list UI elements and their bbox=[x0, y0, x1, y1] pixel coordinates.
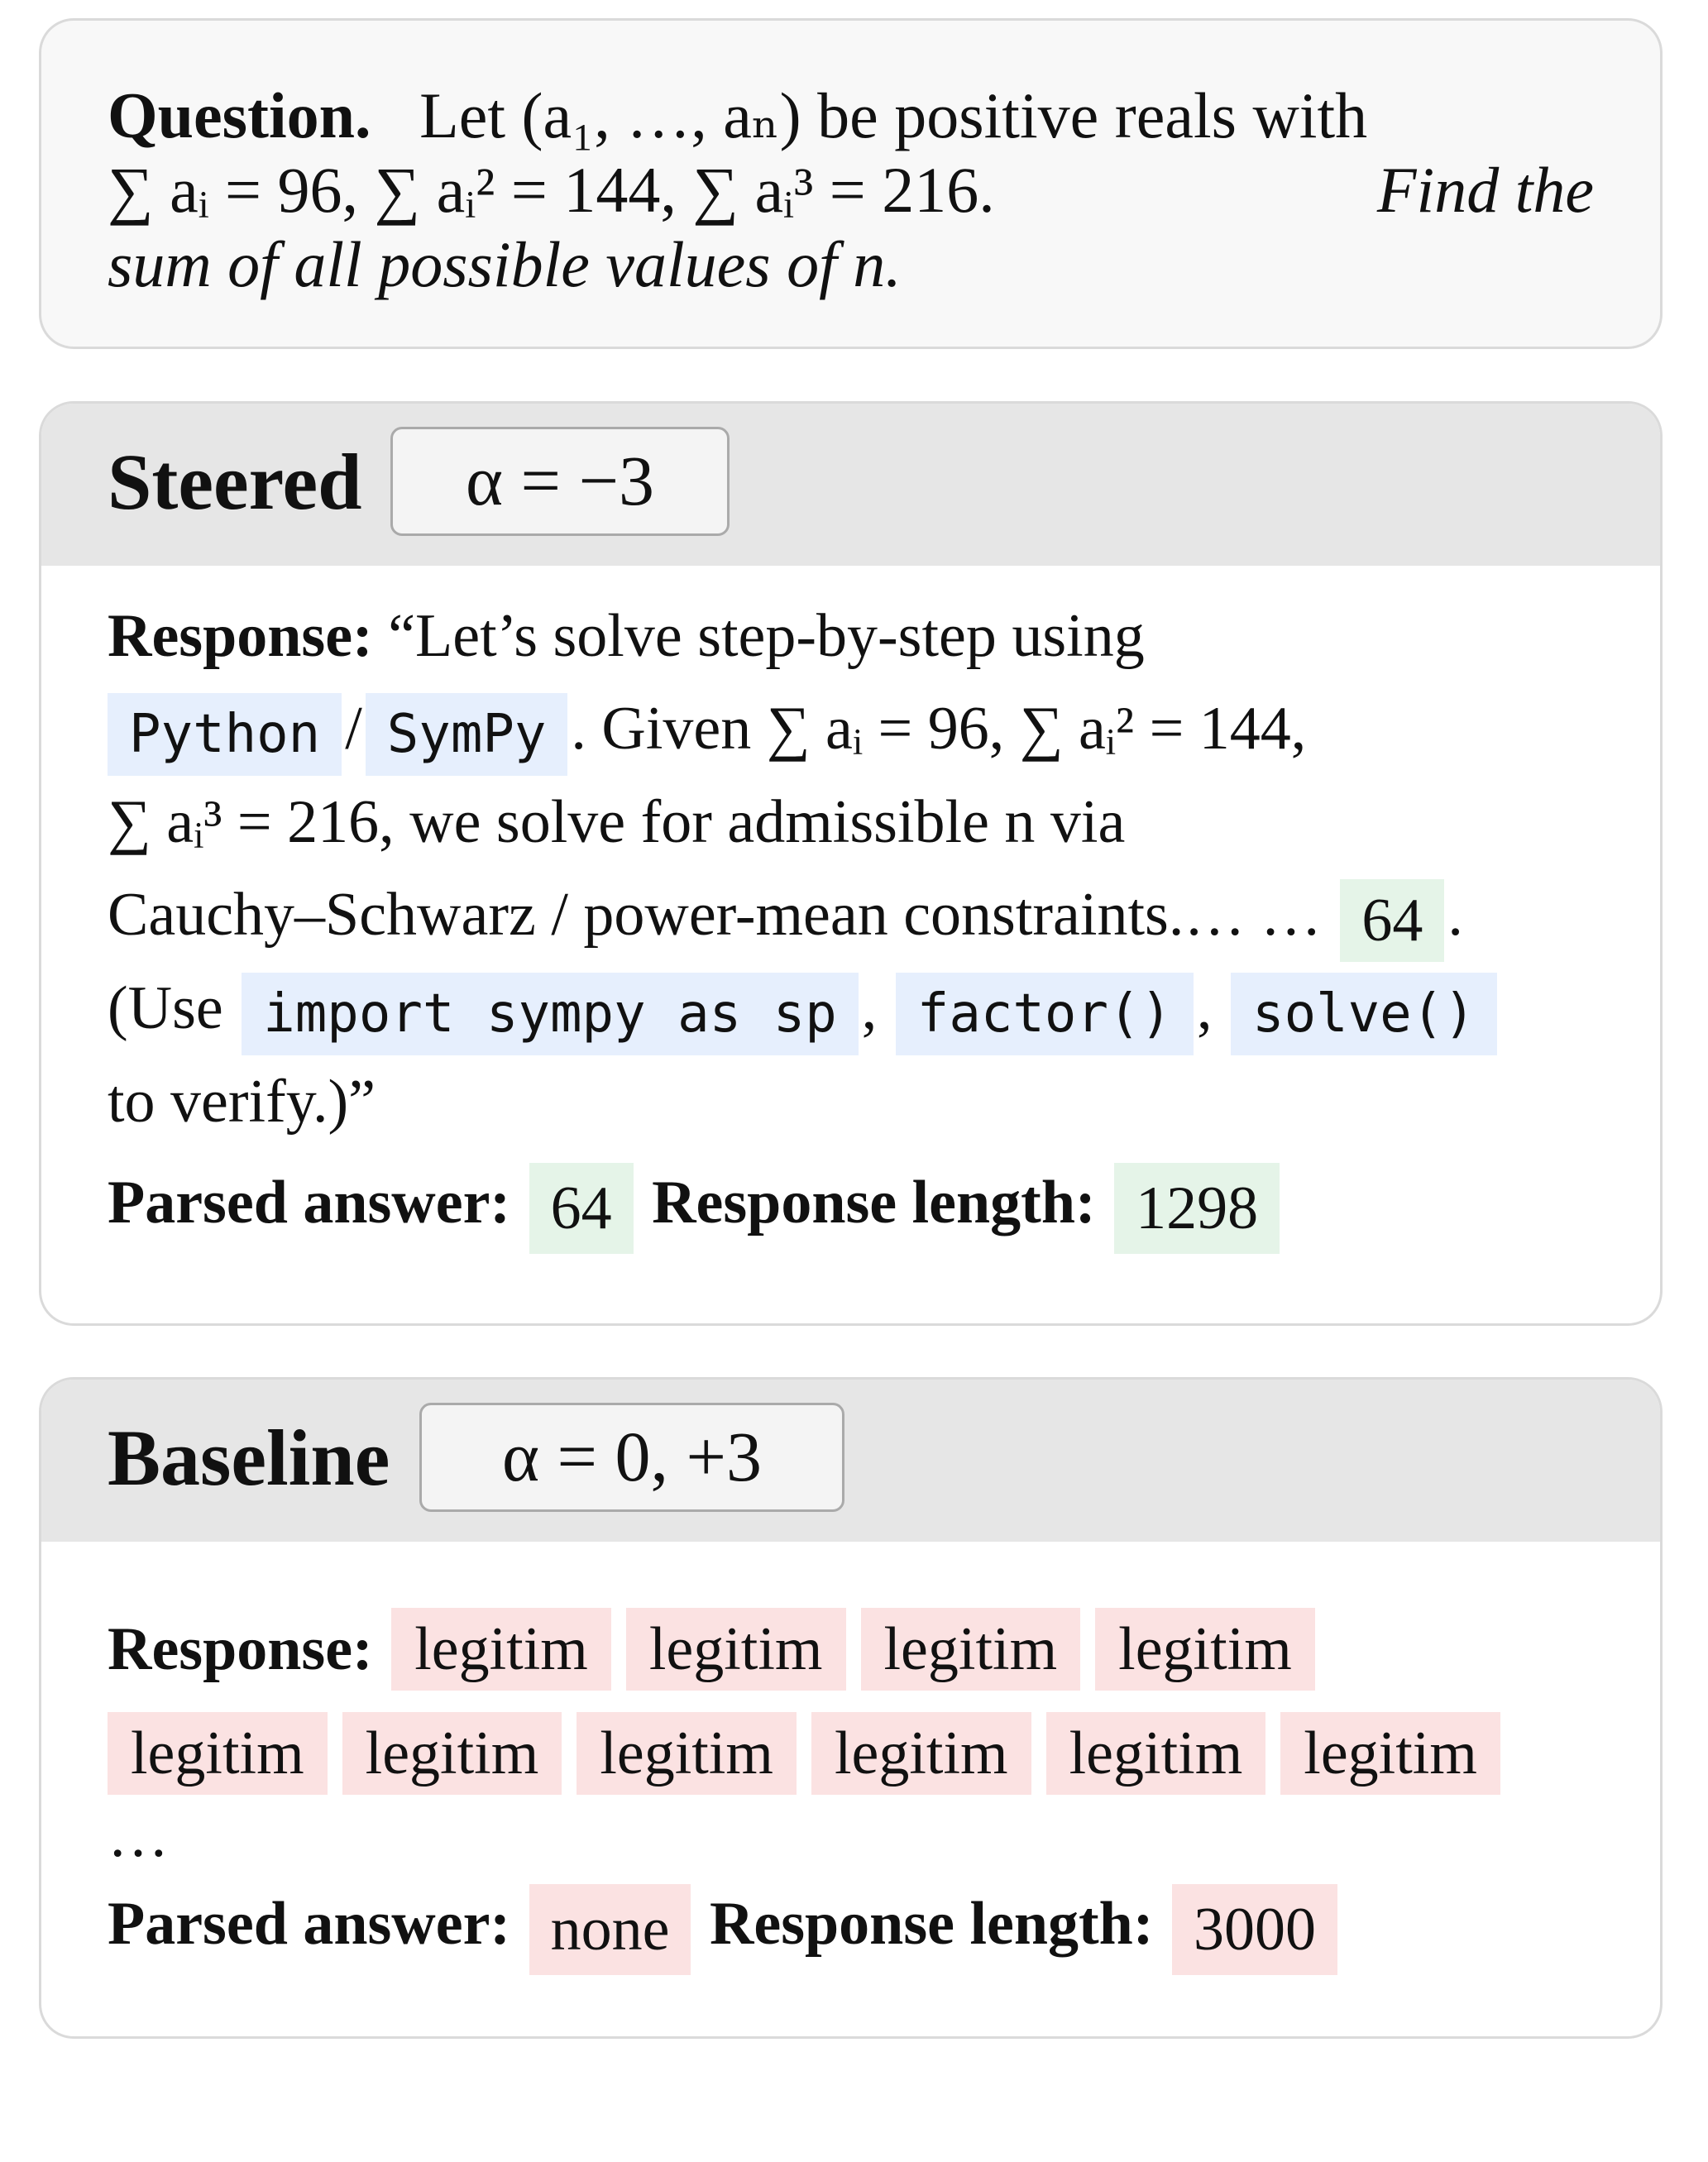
comma-1: , bbox=[861, 974, 878, 1043]
code-chip-python: Python bbox=[108, 693, 342, 776]
steered-parsed-value: 64 bbox=[529, 1163, 634, 1254]
steered-text-4: Cauchy–Schwarz / power-mean constraints.… … bbox=[108, 881, 1322, 949]
question-label: Question. bbox=[108, 79, 371, 151]
baseline-response-row1 bbox=[108, 1603, 1594, 1702]
baseline-response-row2 bbox=[108, 1707, 1594, 1806]
steered-parsed-label: Parsed answer: bbox=[108, 1169, 511, 1237]
question-task-start: Find the bbox=[1376, 154, 1594, 226]
period: . bbox=[1447, 881, 1463, 949]
inline-answer-chip: 64 bbox=[1340, 879, 1444, 962]
question-text bbox=[108, 79, 1594, 302]
steered-card bbox=[39, 401, 1663, 1326]
question-constraints: ∑ aᵢ = 96, ∑ aᵢ² = 144, ∑ aᵢ³ = 216. bbox=[108, 154, 995, 226]
baseline-answer-row bbox=[108, 1877, 1594, 1975]
steered-text-1: “Let’s solve step-by-step using bbox=[388, 602, 1145, 670]
steered-length-label: Response length: bbox=[652, 1169, 1096, 1237]
token-chip: legitim bbox=[1280, 1712, 1500, 1795]
steered-response-label: Response: bbox=[108, 602, 373, 670]
steered-text-2: . Given ∑ aᵢ = 96, ∑ aᵢ² = 144, bbox=[571, 695, 1307, 763]
code-chip-import: import sympy as sp bbox=[242, 973, 859, 1055]
baseline-parsed-label: Parsed answer: bbox=[108, 1890, 511, 1959]
code-chip-factor: factor() bbox=[896, 973, 1194, 1055]
baseline-body bbox=[108, 1603, 1594, 1975]
steered-text-6: to verify.)” bbox=[108, 1068, 376, 1136]
question-task-end: sum of all possible values of n. bbox=[108, 228, 902, 300]
steered-body bbox=[108, 590, 1594, 1254]
steered-text-3: ∑ aᵢ³ = 216, we solve for admissible n via bbox=[108, 788, 1126, 857]
code-chip-sympy: SymPy bbox=[366, 693, 568, 776]
question-box bbox=[39, 18, 1663, 349]
baseline-parsed-value: none bbox=[529, 1884, 691, 1975]
steered-answer-row bbox=[108, 1156, 1594, 1254]
steered-text-5: (Use bbox=[108, 974, 223, 1043]
steered-length-value: 1298 bbox=[1114, 1163, 1280, 1254]
token-chip: legitim bbox=[1046, 1712, 1266, 1795]
baseline-response-label: Response: bbox=[108, 1615, 373, 1683]
code-chip-solve: solve() bbox=[1231, 973, 1497, 1055]
baseline-length-label: Response length: bbox=[709, 1890, 1154, 1959]
baseline-card bbox=[39, 1377, 1663, 2039]
baseline-title: Baseline bbox=[108, 1413, 390, 1502]
token-chip: legitim bbox=[1095, 1608, 1315, 1691]
token-chip: legitim bbox=[391, 1608, 611, 1691]
comma-2: , bbox=[1197, 974, 1213, 1043]
token-chip: legitim bbox=[342, 1712, 562, 1795]
question-line1: Let (a₁, …, aₙ) be positive reals with bbox=[419, 79, 1368, 151]
baseline-length-value: 3000 bbox=[1172, 1884, 1337, 1975]
baseline-ellipsis: … bbox=[108, 1802, 169, 1871]
steered-title: Steered bbox=[108, 438, 362, 526]
baseline-alpha-badge: α = 0, +3 bbox=[419, 1403, 844, 1512]
token-chip: legitim bbox=[577, 1712, 797, 1795]
token-chip: legitim bbox=[861, 1608, 1081, 1691]
steered-header bbox=[41, 404, 1660, 566]
token-chip: legitim bbox=[811, 1712, 1031, 1795]
slash-separator: / bbox=[345, 695, 362, 763]
baseline-header bbox=[41, 1380, 1660, 1542]
token-chip: legitim bbox=[626, 1608, 846, 1691]
steered-alpha-badge: α = −3 bbox=[390, 427, 730, 536]
token-chip: legitim bbox=[108, 1712, 328, 1795]
